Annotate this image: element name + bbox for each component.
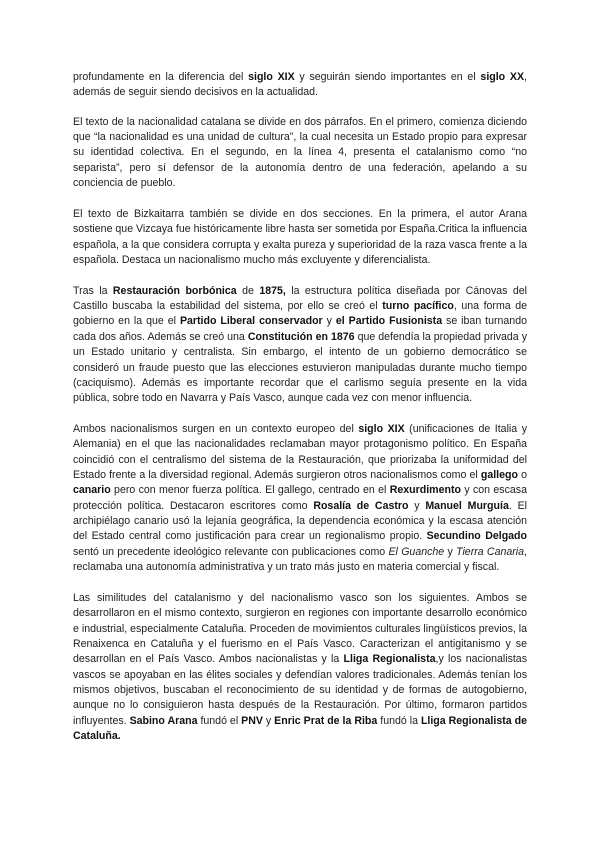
italic-title: El Guanche [388,545,445,558]
text-run: sentó un precedente ideológico relevante con publicaciones como [73,545,389,558]
italic-title: Tierra Canaria [456,545,525,558]
text-run: El texto de la nacionalidad catalana se divide en dos párrafos. En el primero, comienza diciendo que “la nacionalidad es una unidad de cultura”, la cual necesita un Estado propio para expresar su identidad colectiva. En el segundo, en la línea 4, presenta el catalanismo como “no separista”, pero sí defensor de la autonomía dentro de una federación, apelando a su conciencia de pueblo. [73,115,527,190]
bold-term: PNV [241,714,263,727]
text-run: o [517,469,527,482]
bold-term: Rexurdimento [389,484,461,497]
bold-term: Partido Liberal conservador [179,315,323,328]
bold-term: siglo XIX [248,71,295,83]
document-body [73,70,527,760]
text-run: y [262,714,275,727]
text-run: . El archipiélago canario usó la lejanía geográfica, la dependencia económica y la escasa atención del Estado central como justificación para crear un regionalismo propio. [73,499,527,543]
text-run: de [236,284,260,297]
bold-term: Lliga Regionalista de Cataluña. [73,714,527,743]
text-run: El texto de Bizkaitarra también se divide en dos secciones. En la primera, el autor Arana sostiene que Vizcaya fue históricamente libre hasta ser sometida por España.Critica la influencia española, a la que considera corrupta y exalta pureza y superioridad de la raza vasca frente a la española. Destaca un nacionalismo mucho más excluyente y diferencialista. [73,207,527,266]
text-run: y [408,499,426,512]
text-run: , una forma de gobierno en la que el [73,300,528,328]
paragraph-restauracion [73,284,527,407]
paragraph-similarities [73,591,527,744]
bold-term: gallego [480,469,518,482]
bold-term: Manuel Murguía [425,499,509,512]
text-run: fundó la [377,714,421,727]
text-run: Tras la [73,284,113,297]
paragraph-bizkaitarra-text [73,207,527,268]
bold-term: Secundino Delgado [426,530,527,543]
text-run: se iban turnando cada dos años. Además se creó una [73,315,527,343]
paragraph-european-context [73,422,527,575]
text-run: y [444,545,457,558]
bold-term: canario [73,484,111,497]
text-run: que defendía la propiedad privada y un Estado unitario y centralista. Sin embargo, el intento de un gobierno democrático se consideró un fraude puesto que las elecciones estuvieron manipuladas durante mucho tiempo (caciquismo). Además es importante recordar que el carlismo seguía presente en la vida pública, sobre todo en Navarra y País Vasco, aunque cada vez con menor influencia. [73,330,527,405]
paragraph-catalan-text [73,115,527,192]
text-run: ,y los nacionalistas vascos se apoyaban en las élites sociales y defendían valores tradicionales. Además tenían los mismos objetivos, buscaban el reconocimiento de su identidad y de formas de autogobierno, aunque no lo consiguieron hasta después de la Restauración. Por último, formaron partidos influyentes. [73,653,527,727]
text-run: profundamente en la diferencia del [73,71,249,83]
text-run: , reclamaba una autonomía administrativa y un trato más justo en materia comercial y fiscal. [73,545,527,574]
bold-term: Restauración borbónica [112,284,237,297]
bold-term: siglo XX [480,71,525,83]
bold-term: Rosalía de Castro [313,499,409,512]
bold-term: turno pacífico [382,300,454,313]
bold-term: Lliga Regionalista [343,653,436,666]
text-run: y [322,315,336,328]
text-run: (unificaciones de Italia y Alemania) en el que las nacionalidades reclamaban mayor protagonismo político. En España coincidió con el centralismo del sistema de la Restauración, que priorizaba la uniformidad del Estado frente a la diversidad regional. Además surgieron otros nacionalismos como el [73,423,527,482]
text-run: y con escasa protección política. Destacaron escritores como [73,484,527,512]
bold-term: siglo XIX [358,423,405,436]
text-run: Ambos nacionalismos surgen en un contexto europeo del [73,423,359,436]
text-run: , además de seguir siendo decisivos en la actualidad. [73,71,527,99]
paragraph-siglo-xix-intro [73,70,527,101]
bold-term: el Partido Fusionista [335,315,443,328]
text-run: fundó el [197,714,242,727]
bold-term: 1875, [259,284,286,297]
text-run: la estructura política diseñada por Cánovas del Castillo buscaba la estabilidad del sistema, por ello se creó el [73,284,528,313]
bold-term: Enric Prat de la Riba [274,714,378,727]
text-run: y seguirán siendo importantes en el [294,71,481,83]
bold-term: Sabino Arana [129,714,198,727]
text-run: Las similitudes del catalanismo y del nacionalismo vasco son los siguientes. Ambos se desarrollaron en el mismo contexto, surgieron en regiones con importante desarrollo económico e industrial, especialmente Cataluña. Proceden de movimientos culturales lingüísticos previos, la Renaixenca en Cataluña y el fuerismo en el País Vasco. Caracterizan el antigitanismo y se desarrollan en el País Vasco. Ambos nacionalistas y la [73,591,528,666]
bold-term: Constitución en 1876 [247,330,355,343]
text-run: pero con menor fuerza política. El gallego, centrado en el [110,484,390,497]
